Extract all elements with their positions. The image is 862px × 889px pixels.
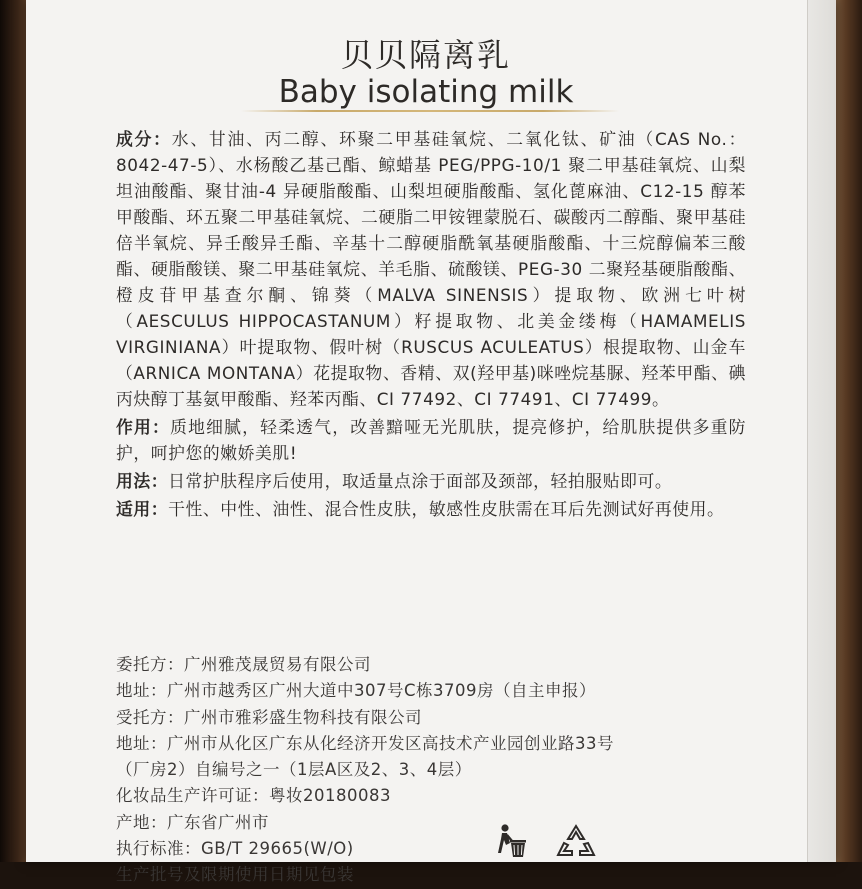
effect-text: 质地细腻，轻柔透气，改善黯哑无光肌肤，提亮修护，给肌肤提供多重防护，呵护您的嫩娇美肌!	[116, 417, 746, 463]
description-block	[116, 126, 746, 524]
ingredients-label: 成分：	[116, 129, 172, 149]
trash-bin-icon	[496, 823, 530, 859]
box-side-edge	[807, 0, 836, 862]
manufacturer-info	[116, 652, 766, 889]
license-line: 化妆品生产许可证：粤妆20180083	[116, 786, 391, 806]
suitable-label: 适用：	[116, 499, 169, 519]
contractor-address-line-2: （厂房2）自编号之一（1层A区及2、3、4层）	[116, 760, 472, 780]
client-line: 委托方：广州雅茂晟贸易有限公司	[116, 655, 371, 674]
batch-line: 生产批号及限期使用日期见包装	[116, 865, 354, 885]
suitable-section	[116, 496, 746, 522]
suitable-text: 干性、中性、油性、混合性皮肤，敏感性皮肤需在耳后先测试好再使用。	[168, 499, 725, 519]
contractor-address-line: 地址：广州市从化区广东从化经济开发区高技术产业园创业路33号	[116, 733, 614, 753]
usage-label: 用法：	[116, 471, 169, 491]
effect-label: 作用：	[116, 417, 171, 437]
effect-section	[116, 414, 746, 466]
contractor-line: 受托方：广州市雅彩盛生物科技有限公司	[116, 707, 422, 727]
ingredients-text: 水、甘油、丙二醇、环聚二甲基硅氧烷、二氧化钛、矿油（CAS No.：8042-47-5）、水杨酸乙基己酯、鲸蜡基 PEG/PPG-10/1 聚二甲基硅氧烷、山梨坦油酸酯、聚甘油-4 异硬脂酸酯、山梨坦硬脂酸酯、氢化蓖麻油、C12-15 醇苯甲酸酯、环五聚二甲基硅氧烷、二硬脂二甲铵锂蒙脱石、碳酸丙二醇酯、聚甲基硅倍半氧烷、异壬酸异壬酯、辛基十二醇硬脂酰氧基硬脂酸酯、十三烷醇偏苯三酸酯、硬脂酸镁、聚二甲基硅氧烷、羊毛脂、硫酸镁、PEG-30 二聚羟基硬脂酸酯、橙皮苷甲基查尔酮、锦葵（MALVA SINENSIS）提取物、欧洲七叶树（AESCULUS HIPPOCASTANUM）籽提取物、北美金缕梅（HAMAMELIS VIRGINIANA）叶提取物、假叶树（RUSCUS ACULEATUS）根提取物、山金车（ARNICA MONTANA）花提取物、香精、双(羟甲基)咪唑烷基脲、羟苯甲酯、碘丙炔醇丁基氨甲酸酯、羟苯丙酯、CI 77492、CI 77491、CI 77499。	[116, 129, 746, 409]
origin-line: 产地：广东省广州市	[116, 812, 269, 832]
recycle-icon	[554, 822, 598, 862]
product-title-english: Baby isolating milk	[278, 74, 574, 110]
standard-line: 执行标准：GB/T 29665(W/O)	[116, 839, 354, 859]
background-right	[832, 0, 862, 862]
usage-section	[116, 468, 746, 494]
product-title-chinese: 贝贝隔离乳	[340, 36, 511, 74]
usage-text: 日常护肤程序后使用，取适量点涂于面部及颈部，轻拍服贴即可。	[168, 471, 673, 491]
ingredients-section	[116, 126, 746, 412]
client-address-line: 地址：广州市越秀区广州大道中307号C栋3709房（自主申报）	[116, 681, 597, 701]
gold-divider	[241, 110, 619, 112]
product-box	[26, 0, 836, 885]
